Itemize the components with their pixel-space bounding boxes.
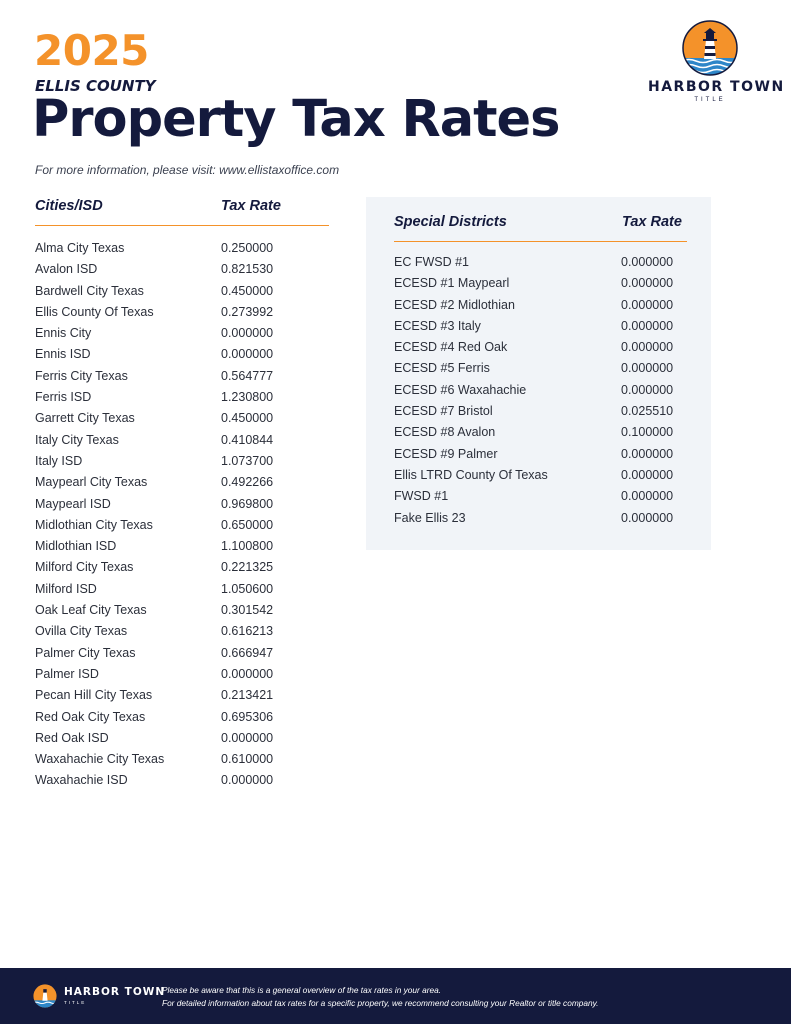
footer-logo-subtitle: TITLE bbox=[64, 1000, 87, 1005]
district-name: Midlothian City Texas bbox=[35, 517, 153, 532]
tax-rate-value: 0.564777 bbox=[221, 368, 274, 383]
table-row bbox=[35, 262, 329, 283]
footer-lighthouse-icon bbox=[33, 984, 57, 1008]
table-row bbox=[35, 347, 329, 368]
table-row bbox=[35, 475, 329, 496]
table-row bbox=[394, 319, 687, 340]
tax-rate-value: 0.221325 bbox=[221, 560, 274, 575]
tax-rate-value: 0.000000 bbox=[621, 489, 674, 504]
district-name: Palmer City Texas bbox=[35, 645, 136, 660]
tax-rate-value: 0.213421 bbox=[221, 688, 274, 703]
tax-rate-value: 0.666947 bbox=[221, 645, 274, 660]
tax-rate-value: 0.000000 bbox=[621, 382, 674, 397]
footer-disclaimer-line-1: Please be aware that this is a general overview of the tax rates in your area. bbox=[162, 985, 442, 995]
district-name: ECESD #2 Midlothian bbox=[394, 297, 515, 312]
district-name: Ellis County Of Texas bbox=[35, 304, 154, 319]
district-name: Avalon ISD bbox=[35, 262, 98, 277]
table-row bbox=[35, 560, 329, 581]
tax-rate-value: 1.100800 bbox=[221, 539, 274, 554]
table-row bbox=[35, 518, 329, 539]
district-name: Italy City Texas bbox=[35, 432, 119, 447]
table-row bbox=[35, 326, 329, 347]
district-name: Maypearl ISD bbox=[35, 496, 111, 511]
table-row bbox=[35, 433, 329, 454]
footer-disclaimer bbox=[162, 984, 598, 1009]
table-row bbox=[35, 369, 329, 390]
table-row bbox=[394, 511, 687, 532]
tax-rate-value: 0.410844 bbox=[221, 432, 274, 447]
tax-rate-value: 0.000000 bbox=[621, 255, 674, 269]
table-row bbox=[394, 404, 687, 425]
logo-name: HARBOR TOWN bbox=[648, 79, 785, 95]
tax-rate-value: 0.000000 bbox=[621, 297, 674, 312]
tax-rate-value: 0.000000 bbox=[621, 361, 674, 376]
district-name: Alma City Texas bbox=[35, 241, 125, 255]
table-row bbox=[394, 361, 687, 382]
district-name: Ovilla City Texas bbox=[35, 624, 128, 639]
footer bbox=[0, 968, 791, 1024]
tax-rate-value: 0.450000 bbox=[221, 283, 274, 298]
table-row bbox=[35, 539, 329, 560]
cities-header-name: Cities/ISD bbox=[35, 198, 103, 214]
cities-header-rule bbox=[35, 225, 329, 226]
footer-disclaimer-line-2: For detailed information about tax rates for a specific property, we recommend consulting your Realtor or title company. bbox=[162, 997, 599, 1008]
tax-rate-value: 0.000000 bbox=[621, 318, 674, 333]
tax-rate-value: 0.025510 bbox=[621, 404, 674, 419]
district-name: Milford ISD bbox=[35, 581, 97, 596]
district-name: ECESD #5 Ferris bbox=[394, 361, 490, 376]
tax-rate-value: 0.000000 bbox=[221, 347, 274, 362]
year-heading: 2025 bbox=[34, 26, 149, 75]
district-name: Red Oak ISD bbox=[35, 730, 109, 745]
tax-rate-value: 0.000000 bbox=[221, 326, 274, 341]
district-name: Garrett City Texas bbox=[35, 411, 135, 426]
district-name: ECESD #7 Bristol bbox=[394, 404, 493, 419]
district-name: Ennis City bbox=[35, 326, 92, 341]
table-row bbox=[35, 454, 329, 475]
table-row bbox=[35, 390, 329, 411]
tax-rate-value: 0.000000 bbox=[221, 666, 274, 681]
district-name: ECESD #6 Waxahachie bbox=[394, 382, 527, 397]
district-name: ECESD #8 Avalon bbox=[394, 425, 496, 440]
table-row bbox=[35, 411, 329, 432]
table-row bbox=[394, 340, 687, 361]
district-name: Bardwell City Texas bbox=[35, 283, 144, 298]
table-row bbox=[394, 447, 687, 468]
district-name: Pecan Hill City Texas bbox=[35, 688, 153, 703]
table-row bbox=[35, 624, 329, 645]
harbor-town-logo bbox=[648, 20, 785, 110]
table-row bbox=[394, 383, 687, 404]
special-header-rule bbox=[394, 241, 687, 242]
table-row bbox=[35, 497, 329, 518]
tax-rate-value: 0.100000 bbox=[621, 425, 674, 440]
special-header-name: Special Districts bbox=[394, 214, 507, 230]
table-row bbox=[35, 731, 329, 752]
district-name: Ennis ISD bbox=[35, 347, 91, 362]
special-districts-table bbox=[394, 255, 687, 532]
table-row bbox=[35, 646, 329, 667]
page-title: Property Tax Rates bbox=[32, 90, 560, 149]
tax-rate-value: 0.610000 bbox=[221, 752, 274, 767]
district-name: ECESD #4 Red Oak bbox=[394, 340, 508, 355]
table-row bbox=[394, 255, 687, 276]
tax-rate-value: 0.000000 bbox=[621, 276, 674, 291]
table-row bbox=[35, 667, 329, 688]
county-heading: ELLIS COUNTY bbox=[35, 77, 156, 95]
district-name: Maypearl City Texas bbox=[35, 475, 148, 490]
tax-rate-value: 0.000000 bbox=[621, 510, 674, 525]
cities-header-rate: Tax Rate bbox=[221, 198, 281, 214]
district-name: Ellis LTRD County Of Texas bbox=[394, 467, 548, 482]
district-name: Ferris ISD bbox=[35, 390, 92, 405]
tax-rate-value: 0.695306 bbox=[221, 709, 274, 724]
logo-subtitle: TITLE bbox=[694, 97, 726, 103]
special-header-rate: Tax Rate bbox=[622, 214, 682, 230]
table-row bbox=[35, 603, 329, 624]
tax-rate-value: 0.000000 bbox=[621, 467, 674, 482]
table-row bbox=[35, 284, 329, 305]
table-row bbox=[35, 241, 329, 262]
table-row bbox=[394, 468, 687, 489]
district-name: Waxahachie City Texas bbox=[35, 752, 165, 767]
district-name: Ferris City Texas bbox=[35, 368, 128, 383]
district-name: Palmer ISD bbox=[35, 666, 99, 681]
table-row bbox=[35, 773, 329, 794]
table-row bbox=[35, 752, 329, 773]
tax-rate-value: 0.301542 bbox=[221, 603, 274, 618]
tax-rate-value: 0.492266 bbox=[221, 475, 274, 490]
district-name: ECESD #9 Palmer bbox=[394, 446, 498, 461]
district-name: ECESD #3 Italy bbox=[394, 318, 481, 333]
table-row bbox=[35, 710, 329, 731]
district-name: ECESD #1 Maypearl bbox=[394, 276, 510, 291]
tax-rate-value: 0.650000 bbox=[221, 517, 274, 532]
district-name: Midlothian ISD bbox=[35, 539, 117, 554]
table-row bbox=[394, 298, 687, 319]
lighthouse-icon bbox=[682, 20, 738, 76]
tax-rate-value: 0.450000 bbox=[221, 411, 274, 426]
cities-table bbox=[35, 241, 329, 795]
tax-rate-value: 1.073700 bbox=[221, 453, 274, 468]
tax-rate-value: 0.000000 bbox=[621, 446, 674, 461]
district-name: Red Oak City Texas bbox=[35, 709, 146, 724]
table-row bbox=[35, 688, 329, 709]
tax-rate-value: 0.821530 bbox=[221, 262, 274, 277]
tax-rate-value: 0.969800 bbox=[221, 496, 274, 511]
district-name: Oak Leaf City Texas bbox=[35, 603, 147, 618]
tax-rate-value: 0.250000 bbox=[221, 241, 274, 255]
table-row bbox=[35, 582, 329, 603]
district-name: Waxahachie ISD bbox=[35, 773, 128, 788]
table-row bbox=[394, 489, 687, 510]
table-row bbox=[394, 276, 687, 297]
district-name: Milford City Texas bbox=[35, 560, 134, 575]
tax-rate-value: 0.000000 bbox=[221, 773, 274, 788]
tax-rate-value: 0.000000 bbox=[621, 340, 674, 355]
tax-rate-value: 1.050600 bbox=[221, 581, 274, 596]
district-name: FWSD #1 bbox=[394, 489, 449, 504]
tax-rate-value: 0.000000 bbox=[221, 730, 274, 745]
district-name: Italy ISD bbox=[35, 453, 83, 468]
tax-rate-value: 0.616213 bbox=[221, 624, 274, 639]
district-name: Fake Ellis 23 bbox=[394, 510, 466, 525]
table-row bbox=[394, 425, 687, 446]
footer-logo-name: HARBOR TOWN bbox=[64, 986, 166, 998]
tax-rate-value: 1.230800 bbox=[221, 390, 274, 405]
info-text: For more information, please visit: www.ellistaxoffice.com bbox=[35, 163, 340, 177]
tax-rate-value: 0.273992 bbox=[221, 304, 274, 319]
district-name: EC FWSD #1 bbox=[394, 255, 470, 269]
table-row bbox=[35, 305, 329, 326]
